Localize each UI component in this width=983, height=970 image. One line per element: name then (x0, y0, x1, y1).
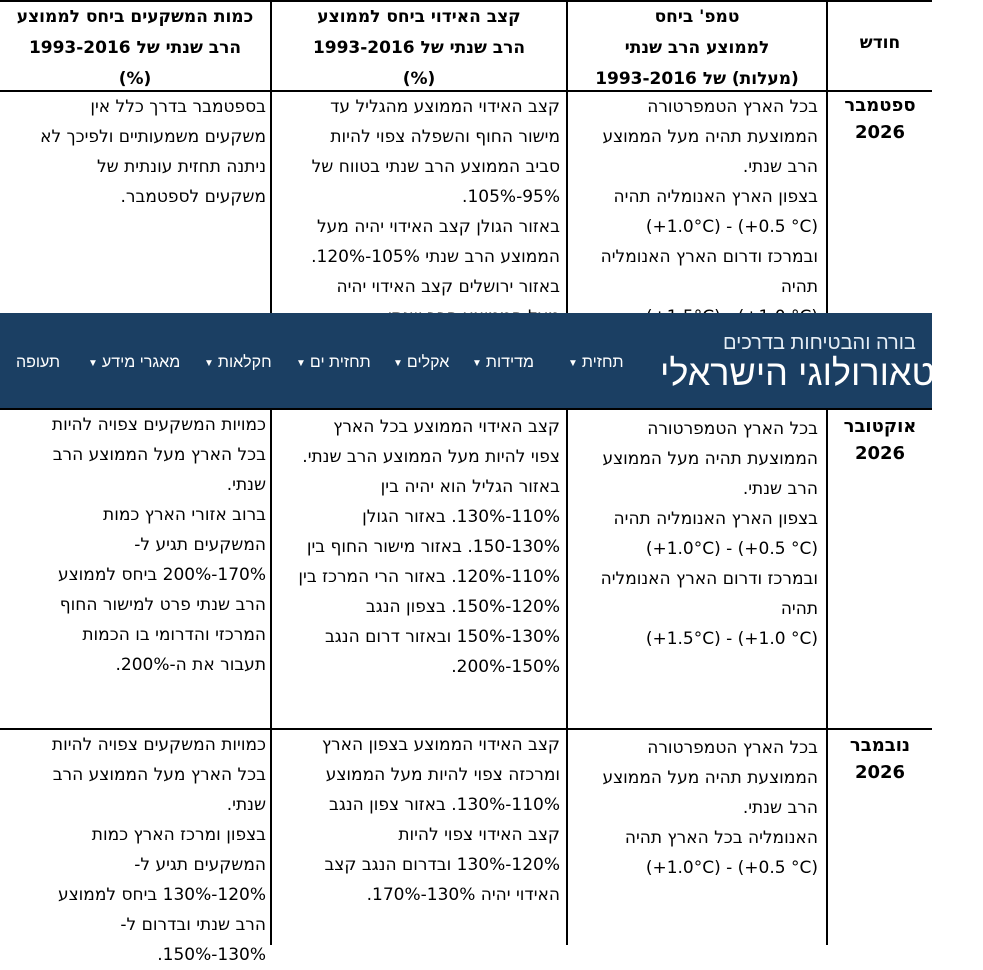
text-line: ברוב אזורי הארץ כמות (103, 505, 266, 525)
menu-measurements[interactable] (472, 351, 534, 375)
header-rain-amount (0, 2, 270, 95)
text-line: תהיה (780, 277, 818, 297)
menu-agriculture[interactable] (204, 351, 272, 375)
chevron-down-icon: ▼ (296, 357, 306, 369)
text-line: הממוצעת תהיה מעל הממוצע (602, 768, 818, 788)
amount-cell-september (4, 92, 266, 212)
chevron-down-icon: ▼ (393, 357, 403, 369)
text-line: הרב שנתי ובדרום ל- (120, 915, 266, 935)
header-month (828, 28, 932, 59)
menu-label: חקלאות (217, 354, 272, 371)
header-temp-line-3: (מעלות) של 1993-2016 (595, 69, 799, 89)
text-line: בצפון הארץ האנומליה תהיה (613, 509, 818, 529)
header-rate-line-2: הרב שנתי של 1993-2016 (312, 38, 526, 58)
menu-label: מדידות (485, 354, 534, 371)
text-line: קצב האידוי הממוצע מהגליל עד (330, 97, 560, 117)
text-line: (+1.0°C) - (+0.5 °C) (645, 539, 818, 559)
menu-label: תעופה (16, 354, 61, 371)
text-line: תעבור את ה-200%. (115, 655, 266, 675)
text-line: ניתנה תחזית עונתית של (97, 157, 266, 177)
amount-cell-november (4, 730, 266, 970)
text-line: (+1.0°C) - (+0.5 °C) (645, 858, 818, 878)
text-line: המשקעים תגיע ל- (134, 535, 266, 555)
month-year: 2026 (854, 122, 906, 143)
header-rate-line-1: קצב האידוי ביחס לממוצע (317, 7, 521, 27)
text-line: שנתי. (226, 475, 266, 495)
temp-cell-october (572, 414, 818, 654)
menu-label: תחזית ים (309, 354, 371, 371)
header-temp-line-2: לממוצע הרב שנתי (624, 38, 770, 58)
header-temp-line-1: טמפ' ביחס (654, 7, 740, 27)
text-line: האנומליה בכל הארץ תהיה (624, 828, 818, 848)
text-line: האידוי יהיה 130%-170%. (366, 885, 560, 905)
menu-sea-forecast[interactable] (296, 351, 371, 375)
text-line: ומרכזה צפוי להיות מעל הממוצע (325, 765, 560, 785)
chevron-down-icon: ▼ (568, 357, 578, 369)
text-line: בכל הארץ הטמפרטורה (647, 97, 818, 117)
text-line: 120%-130% ובדרום הנגב קצב (324, 855, 560, 875)
header-rain-rate (272, 2, 566, 95)
text-line: 130%-150% ובאזור דרום הנגב (324, 627, 560, 647)
text-line: באזור ירושלים קצב האידוי יהיה (336, 277, 560, 297)
text-line: הממוצע הרב שנתי 105%-120%. (311, 247, 560, 267)
menu-label: אקלים (406, 354, 450, 371)
row-month-september (828, 92, 932, 146)
text-line: בספטמבר בדרך כלל אין (90, 97, 266, 117)
text-line: 120%-150%. בצפון הנגב (365, 597, 560, 617)
text-line: 95%-105%. (462, 187, 560, 207)
menu-databases[interactable] (88, 351, 180, 375)
site-title-link[interactable]: המטאורולוגי הישראלי (660, 352, 983, 393)
text-line: צפוי להיות מעל הממוצע הרב שנתי. (302, 447, 560, 467)
chevron-down-icon: ▼ (88, 357, 98, 369)
rate-cell-october (276, 412, 560, 682)
month-name: נובמבר (849, 735, 911, 756)
text-line: קצב האידוי הממוצע בכל הארץ (333, 417, 560, 437)
temp-cell-september (572, 92, 818, 332)
site-header-bar (0, 313, 983, 408)
text-line: הרב שנתי. (742, 157, 818, 177)
header-month-label: חודש (859, 33, 901, 53)
text-line: קצב האידוי צפוי להיות (398, 825, 560, 845)
text-line: סביב הממוצע הרב שנתי בטווח של (311, 157, 560, 177)
text-line: שנתי. (226, 795, 266, 815)
month-name: אוקטובר (843, 416, 917, 437)
chevron-down-icon: ▼ (204, 357, 214, 369)
menu-forecast[interactable] (568, 351, 624, 375)
text-line: בצפון ומרכז הארץ כמות (91, 825, 266, 845)
text-line: הרב שנתי. (742, 479, 818, 499)
text-line: מישור החוף והשפלה צפוי להיות (330, 127, 560, 147)
text-line: בצפון הארץ האנומליה תהיה (613, 187, 818, 207)
col-divider-2 (566, 0, 568, 945)
header-temp (568, 2, 826, 95)
menu-label: תחזית (581, 354, 624, 371)
text-line: הממוצעת תהיה מעל הממוצע (602, 449, 818, 469)
text-line: 110%-120%. באזור הרי המרכז בין (298, 567, 560, 587)
text-line: באזור הגולן קצב האידוי יהיה מעל (317, 217, 560, 237)
col-divider-1 (270, 0, 272, 945)
text-line: כמויות המשקעים צפויה להיות (51, 735, 266, 755)
chevron-down-icon: ▼ (472, 357, 482, 369)
text-line: משקעים משמעותיים ולפיכך לא (40, 127, 266, 147)
temp-cell-november (572, 733, 818, 883)
text-line: בכל הארץ הטמפרטורה (647, 738, 818, 758)
menu-label: מאגרי מידע (101, 354, 181, 371)
month-year: 2026 (854, 762, 906, 783)
text-line: ובמרכז ודרום הארץ האנומליה (600, 569, 818, 589)
text-line: 110%-130%. באזור צפון הנגב (329, 795, 560, 815)
header-amount-line-3: (%) (118, 69, 152, 89)
text-line: בכל הארץ מעל הממוצע הרב (52, 445, 266, 465)
text-line: (+1.0°C) - (+0.5 °C) (645, 217, 818, 237)
text-line: 130%-150%. (157, 945, 266, 965)
text-line: הרב שנתי. (742, 798, 818, 818)
text-line: 170%-200% ביחס לממוצע (57, 565, 266, 585)
amount-cell-october (4, 410, 266, 680)
header-amount-line-2: הרב שנתי של 1993-2016 (28, 38, 242, 58)
menu-climate[interactable] (393, 351, 449, 375)
text-line: המשקעים תגיע ל- (134, 855, 266, 875)
month-name: ספטמבר (844, 95, 916, 116)
text-line: בכל הארץ מעל הממוצע הרב (52, 765, 266, 785)
header-rate-line-3: (%) (402, 69, 436, 89)
text-line: המרכזי והדרומי בו הכמות (82, 625, 266, 645)
text-line: בכל הארץ הטמפרטורה (647, 419, 818, 439)
text-line: 150%-200%. (451, 657, 560, 677)
text-line: ובמרכז ודרום הארץ האנומליה (600, 247, 818, 267)
row-month-october (828, 413, 932, 467)
menu-aviation[interactable] (16, 351, 60, 375)
text-line: (+1.5°C) - (+1.0 °C) (645, 629, 818, 649)
text-line: 110%-130%. באזור הגולן (362, 507, 560, 527)
text-line: משקעים לספטמבר. (120, 187, 266, 207)
text-line: 130%-150. באזור מישור החוף בין (306, 537, 560, 557)
text-line: קצב האידוי הממוצע בצפון הארץ (321, 735, 560, 755)
header-amount-line-1: כמות המשקעים ביחס לממוצע (16, 7, 254, 27)
text-line: באזור הגליל הוא יהיה בין (380, 477, 560, 497)
text-line: תהיה (780, 599, 818, 619)
rate-cell-november (276, 730, 560, 910)
month-year: 2026 (854, 443, 906, 464)
text-line: הרב שנתי פרט למישור החוף (59, 595, 266, 615)
text-line: הממוצעת תהיה מעל הממוצע (602, 127, 818, 147)
site-tagline: בורה והבטיחות בדרכים (723, 332, 916, 354)
row-month-november (828, 732, 932, 786)
text-line: כמויות המשקעים צפויה להיות (51, 415, 266, 435)
text-line: 120%-130% ביחס לממוצע (57, 885, 266, 905)
